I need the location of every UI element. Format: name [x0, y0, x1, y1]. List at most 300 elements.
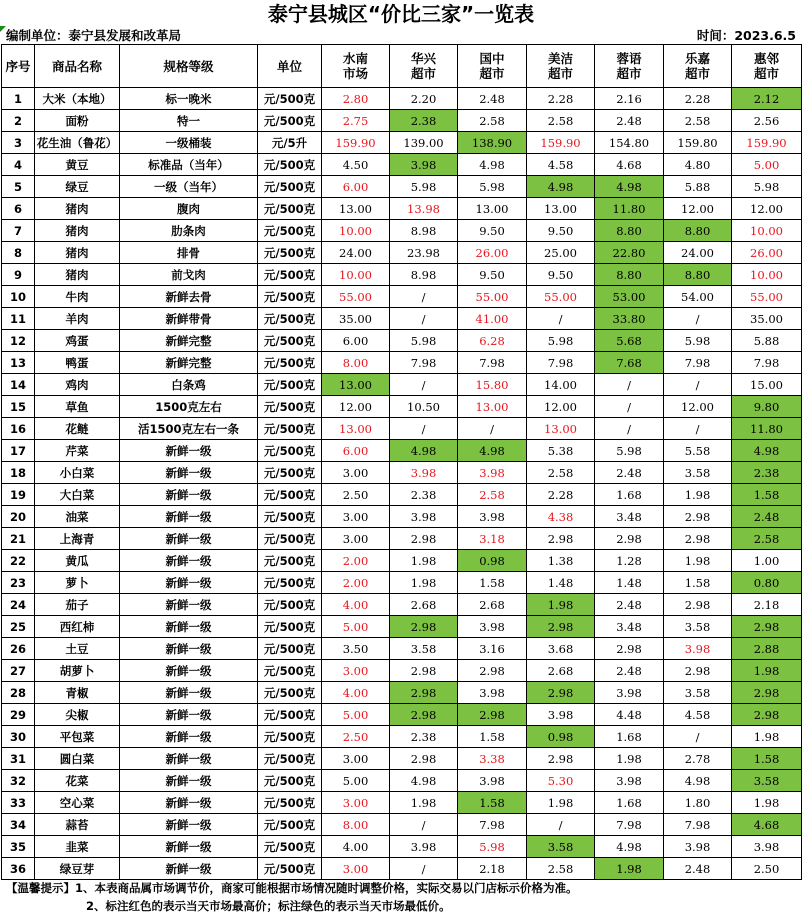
- table-row: [2, 418, 802, 440]
- unit-cell: 元/500克: [258, 748, 322, 770]
- spec-grade-cell: 新鲜完整: [120, 352, 258, 374]
- price-cell: 13.00: [458, 198, 527, 220]
- price-cell: 4.80: [664, 154, 732, 176]
- price-cell: 5.98: [664, 330, 732, 352]
- price-cell: 2.28: [527, 484, 595, 506]
- price-cell: 3.98: [390, 154, 458, 176]
- table-row: [2, 528, 802, 550]
- price-cell: 53.00: [595, 286, 664, 308]
- price-cell: 2.48: [595, 594, 664, 616]
- price-cell: /: [390, 418, 458, 440]
- price-cell: /: [390, 814, 458, 836]
- row-index-cell: 2: [2, 110, 35, 132]
- table-row: [2, 352, 802, 374]
- price-cell: 2.98: [527, 616, 595, 638]
- spec-grade-cell: 一级（当年）: [120, 176, 258, 198]
- price-cell: 2.98: [732, 682, 802, 704]
- row-index-cell: 32: [2, 770, 35, 792]
- price-cell: 2.98: [595, 638, 664, 660]
- table-row: [2, 264, 802, 286]
- commodity-name-cell: 大白菜: [35, 484, 120, 506]
- spec-grade-cell: 新鲜完整: [120, 330, 258, 352]
- commodity-name-cell: 土豆: [35, 638, 120, 660]
- spec-grade-cell: 新鲜一级: [120, 506, 258, 528]
- table-row: [2, 462, 802, 484]
- row-index-cell: 6: [2, 198, 35, 220]
- header-market-line: 美洁: [547, 51, 573, 66]
- table-row: [2, 792, 802, 814]
- price-cell: 0.80: [732, 572, 802, 594]
- price-cell: 2.48: [732, 506, 802, 528]
- unit-cell: 元/500克: [258, 704, 322, 726]
- price-cell: 13.00: [458, 396, 527, 418]
- commodity-name-cell: 上海青: [35, 528, 120, 550]
- price-cell: 24.00: [322, 242, 390, 264]
- price-cell: 4.98: [595, 176, 664, 198]
- price-cell: 2.50: [322, 726, 390, 748]
- header-index: 序号: [2, 45, 35, 88]
- commodity-name-cell: 大米（本地）: [35, 88, 120, 110]
- unit-cell: 元/500克: [258, 352, 322, 374]
- price-cell: 13.00: [527, 198, 595, 220]
- price-cell: 7.98: [458, 352, 527, 374]
- spec-grade-cell: 肋条肉: [120, 220, 258, 242]
- unit-cell: 元/500克: [258, 308, 322, 330]
- price-cell: 2.20: [390, 88, 458, 110]
- table-row: [2, 814, 802, 836]
- table-row: [2, 286, 802, 308]
- table-row: [2, 242, 802, 264]
- price-cell: 2.28: [527, 88, 595, 110]
- table-row: [2, 770, 802, 792]
- unit-cell: 元/500克: [258, 440, 322, 462]
- report-date: 时间：2023.6.5: [696, 28, 796, 43]
- commodity-name-cell: 绿豆芽: [35, 858, 120, 880]
- price-cell: 5.38: [527, 440, 595, 462]
- unit-cell: 元/500克: [258, 374, 322, 396]
- commodity-name-cell: 绿豆: [35, 176, 120, 198]
- price-cell: 2.98: [458, 660, 527, 682]
- spec-grade-cell: 一级桶装: [120, 132, 258, 154]
- price-cell: 2.75: [322, 110, 390, 132]
- price-cell: 5.00: [322, 616, 390, 638]
- commodity-name-cell: 花鲢: [35, 418, 120, 440]
- unit-cell: 元/500克: [258, 110, 322, 132]
- price-cell: 2.50: [732, 858, 802, 880]
- commodity-name-cell: 猪肉: [35, 264, 120, 286]
- table-row: [2, 220, 802, 242]
- price-cell: 3.50: [322, 638, 390, 660]
- price-cell: 2.98: [732, 616, 802, 638]
- row-index-cell: 16: [2, 418, 35, 440]
- unit-cell: 元/500克: [258, 616, 322, 638]
- row-index-cell: 4: [2, 154, 35, 176]
- price-cell: 2.98: [664, 594, 732, 616]
- commodity-name-cell: 面粉: [35, 110, 120, 132]
- row-index-cell: 3: [2, 132, 35, 154]
- price-cell: 3.98: [595, 770, 664, 792]
- header-market-line: 超市: [410, 66, 436, 81]
- price-cell: 1.98: [732, 660, 802, 682]
- commodity-name-cell: 蒜苔: [35, 814, 120, 836]
- price-cell: 3.58: [390, 638, 458, 660]
- price-cell: 2.88: [732, 638, 802, 660]
- commodity-name-cell: 猪肉: [35, 220, 120, 242]
- spec-grade-cell: 新鲜一级: [120, 594, 258, 616]
- unit-cell: 元/500克: [258, 88, 322, 110]
- price-cell: 2.98: [527, 682, 595, 704]
- row-index-cell: 14: [2, 374, 35, 396]
- price-cell: 159.90: [322, 132, 390, 154]
- price-cell: 4.98: [390, 440, 458, 462]
- price-cell: 12.00: [732, 198, 802, 220]
- spec-grade-cell: 新鲜一级: [120, 484, 258, 506]
- row-index-cell: 36: [2, 858, 35, 880]
- price-cell: 55.00: [527, 286, 595, 308]
- price-cell: 2.00: [322, 572, 390, 594]
- price-cell: /: [664, 418, 732, 440]
- unit-cell: 元/500克: [258, 682, 322, 704]
- price-cell: 13.00: [527, 418, 595, 440]
- commodity-name-cell: 花菜: [35, 770, 120, 792]
- price-cell: 1.80: [664, 792, 732, 814]
- price-cell: 1.98: [595, 748, 664, 770]
- row-index-cell: 25: [2, 616, 35, 638]
- price-cell: 4.38: [527, 506, 595, 528]
- commodity-name-cell: 猪肉: [35, 198, 120, 220]
- price-cell: 2.98: [390, 616, 458, 638]
- row-index-cell: 11: [2, 308, 35, 330]
- row-index-cell: 17: [2, 440, 35, 462]
- table-row: [2, 836, 802, 858]
- unit-cell: 元/500克: [258, 550, 322, 572]
- price-cell: 2.68: [458, 594, 527, 616]
- price-cell: 2.98: [527, 748, 595, 770]
- price-cell: 24.00: [664, 242, 732, 264]
- table-row: [2, 572, 802, 594]
- header-market-line: 市场: [342, 66, 368, 81]
- price-cell: 154.80: [595, 132, 664, 154]
- price-cell: 3.98: [390, 506, 458, 528]
- spec-grade-cell: 新鲜一级: [120, 462, 258, 484]
- price-cell: 1.00: [732, 550, 802, 572]
- price-cell: 8.98: [390, 264, 458, 286]
- price-cell: 26.00: [732, 242, 802, 264]
- price-cell: 2.78: [664, 748, 732, 770]
- header-market-line: 乐嘉: [684, 51, 710, 66]
- spec-grade-cell: 活1500克左右一条: [120, 418, 258, 440]
- price-cell: 5.98: [527, 330, 595, 352]
- table-row: [2, 704, 802, 726]
- price-cell: 1.98: [732, 792, 802, 814]
- spec-grade-cell: 新鲜一级: [120, 726, 258, 748]
- price-cell: 2.38: [390, 110, 458, 132]
- price-cell: 7.98: [595, 814, 664, 836]
- table-row: [2, 682, 802, 704]
- unit-cell: 元/500克: [258, 242, 322, 264]
- price-cell: 4.58: [664, 704, 732, 726]
- price-cell: 1.98: [390, 572, 458, 594]
- price-cell: 10.00: [732, 220, 802, 242]
- price-cell: 2.98: [390, 528, 458, 550]
- commodity-name-cell: 羊肉: [35, 308, 120, 330]
- price-cell: 2.38: [390, 726, 458, 748]
- unit-cell: 元/500克: [258, 770, 322, 792]
- row-index-cell: 20: [2, 506, 35, 528]
- unit-cell: 元/500克: [258, 264, 322, 286]
- price-cell: 5.00: [322, 704, 390, 726]
- commodity-name-cell: 小白菜: [35, 462, 120, 484]
- price-cell: 1.68: [595, 792, 664, 814]
- commodity-name-cell: 鸭蛋: [35, 352, 120, 374]
- row-index-cell: 27: [2, 660, 35, 682]
- table-row: [2, 154, 802, 176]
- spec-grade-cell: 新鲜一级: [120, 572, 258, 594]
- price-cell: 0.98: [458, 550, 527, 572]
- price-cell: 15.80: [458, 374, 527, 396]
- price-cell: 6.00: [322, 176, 390, 198]
- price-cell: /: [664, 308, 732, 330]
- price-cell: 5.98: [390, 176, 458, 198]
- price-cell: 12.00: [527, 396, 595, 418]
- unit-cell: 元/5升: [258, 132, 322, 154]
- price-cell: 2.48: [458, 88, 527, 110]
- price-cell: 11.80: [732, 418, 802, 440]
- row-index-cell: 10: [2, 286, 35, 308]
- price-cell: 3.98: [458, 770, 527, 792]
- unit-cell: 元/500克: [258, 286, 322, 308]
- price-cell: 159.80: [664, 132, 732, 154]
- header-market-huilin: [732, 45, 802, 88]
- price-cell: 3.98: [595, 682, 664, 704]
- price-cell: 3.18: [458, 528, 527, 550]
- row-index-cell: 31: [2, 748, 35, 770]
- spec-grade-cell: 标准品（当年）: [120, 154, 258, 176]
- commodity-name-cell: 黄豆: [35, 154, 120, 176]
- price-cell: 3.00: [322, 528, 390, 550]
- price-cell: 2.00: [322, 550, 390, 572]
- price-cell: 5.98: [390, 330, 458, 352]
- table-row: [2, 198, 802, 220]
- price-cell: 4.58: [527, 154, 595, 176]
- price-cell: 2.38: [732, 462, 802, 484]
- price-cell: 1.48: [527, 572, 595, 594]
- price-cell: 2.58: [527, 110, 595, 132]
- table-row: [2, 132, 802, 154]
- row-index-cell: 34: [2, 814, 35, 836]
- price-cell: 3.00: [322, 748, 390, 770]
- price-cell: 2.18: [732, 594, 802, 616]
- table-row: [2, 594, 802, 616]
- price-cell: 9.50: [458, 220, 527, 242]
- price-cell: /: [595, 396, 664, 418]
- header-market-line: 水南: [342, 51, 368, 66]
- price-cell: 3.58: [732, 770, 802, 792]
- price-cell: 4.98: [595, 836, 664, 858]
- unit-cell: 元/500克: [258, 638, 322, 660]
- unit-cell: 元/500克: [258, 836, 322, 858]
- price-cell: 7.68: [595, 352, 664, 374]
- commodity-name-cell: 圆白菜: [35, 748, 120, 770]
- price-cell: 2.58: [458, 484, 527, 506]
- price-cell: 3.00: [322, 506, 390, 528]
- price-cell: 159.90: [732, 132, 802, 154]
- price-cell: 8.00: [322, 814, 390, 836]
- commodity-name-cell: 平包菜: [35, 726, 120, 748]
- row-index-cell: 9: [2, 264, 35, 286]
- unit-cell: 元/500克: [258, 418, 322, 440]
- price-cell: 2.98: [390, 704, 458, 726]
- table-body: [2, 88, 802, 880]
- price-cell: 12.00: [322, 396, 390, 418]
- price-cell: 4.00: [322, 594, 390, 616]
- price-cell: 2.58: [732, 528, 802, 550]
- price-cell: 3.00: [322, 660, 390, 682]
- header-name: 商品名称: [35, 45, 120, 88]
- price-cell: 1.58: [458, 726, 527, 748]
- unit-cell: 元/500克: [258, 198, 322, 220]
- price-cell: /: [595, 418, 664, 440]
- price-cell: 2.98: [664, 528, 732, 550]
- price-cell: 22.80: [595, 242, 664, 264]
- spec-grade-cell: 1500克左右: [120, 396, 258, 418]
- unit-cell: 元/500克: [258, 462, 322, 484]
- table-row: [2, 308, 802, 330]
- header-market-line: 国中: [479, 51, 505, 66]
- header-market-line: 超市: [616, 66, 642, 81]
- price-cell: 14.00: [527, 374, 595, 396]
- price-cell: 55.00: [458, 286, 527, 308]
- spec-grade-cell: 腹肉: [120, 198, 258, 220]
- price-cell: 2.80: [322, 88, 390, 110]
- price-cell: 1.98: [527, 594, 595, 616]
- price-cell: 2.48: [595, 660, 664, 682]
- spec-grade-cell: 排骨: [120, 242, 258, 264]
- price-cell: 1.38: [527, 550, 595, 572]
- row-index-cell: 5: [2, 176, 35, 198]
- spec-grade-cell: 标一晚米: [120, 88, 258, 110]
- commodity-name-cell: 尖椒: [35, 704, 120, 726]
- unit-cell: 元/500克: [258, 176, 322, 198]
- price-cell: 3.58: [527, 836, 595, 858]
- price-cell: 4.98: [527, 176, 595, 198]
- price-cell: 3.98: [732, 836, 802, 858]
- spec-grade-cell: 白条鸡: [120, 374, 258, 396]
- price-cell: 2.98: [390, 682, 458, 704]
- price-cell: /: [390, 858, 458, 880]
- commodity-name-cell: 韭菜: [35, 836, 120, 858]
- spec-grade-cell: 新鲜一级: [120, 704, 258, 726]
- row-index-cell: 18: [2, 462, 35, 484]
- price-cell: 3.58: [664, 462, 732, 484]
- price-cell: 2.98: [390, 748, 458, 770]
- price-cell: 1.98: [527, 792, 595, 814]
- price-cell: 3.98: [664, 638, 732, 660]
- header-market-guozhong: [458, 45, 527, 88]
- notes: [6, 879, 796, 915]
- price-cell: 3.58: [664, 682, 732, 704]
- price-cell: 2.98: [664, 660, 732, 682]
- price-cell: 3.16: [458, 638, 527, 660]
- header-market-line: 蓉语: [616, 51, 642, 66]
- price-cell: 2.98: [595, 528, 664, 550]
- unit-cell: 元/500克: [258, 506, 322, 528]
- price-cell: 8.80: [595, 264, 664, 286]
- spec-grade-cell: 新鲜一级: [120, 528, 258, 550]
- row-index-cell: 33: [2, 792, 35, 814]
- table-row: [2, 616, 802, 638]
- price-cell: 2.58: [664, 110, 732, 132]
- price-cell: /: [595, 374, 664, 396]
- price-cell: 2.58: [527, 858, 595, 880]
- price-cell: 12.00: [664, 198, 732, 220]
- price-cell: 3.68: [527, 638, 595, 660]
- unit-cell: 元/500克: [258, 792, 322, 814]
- commodity-name-cell: 花生油（鲁花）: [35, 132, 120, 154]
- spec-grade-cell: 新鲜一级: [120, 682, 258, 704]
- spec-grade-cell: 新鲜一级: [120, 770, 258, 792]
- spec-grade-cell: 新鲜一级: [120, 660, 258, 682]
- price-cell: 4.00: [322, 836, 390, 858]
- row-index-cell: 30: [2, 726, 35, 748]
- unit-cell: 元/500克: [258, 594, 322, 616]
- table-row: [2, 660, 802, 682]
- price-cell: 1.58: [458, 572, 527, 594]
- table-header-row: [2, 45, 802, 88]
- price-cell: 4.00: [322, 682, 390, 704]
- price-cell: 1.58: [732, 484, 802, 506]
- price-cell: 10.00: [322, 264, 390, 286]
- price-cell: 2.98: [527, 528, 595, 550]
- row-index-cell: 28: [2, 682, 35, 704]
- price-cell: 1.98: [732, 726, 802, 748]
- row-index-cell: 1: [2, 88, 35, 110]
- price-cell: 3.00: [322, 792, 390, 814]
- row-index-cell: 26: [2, 638, 35, 660]
- price-cell: 159.90: [527, 132, 595, 154]
- price-cell: 25.00: [527, 242, 595, 264]
- unit-cell: 元/500克: [258, 484, 322, 506]
- price-cell: 8.80: [595, 220, 664, 242]
- price-cell: 11.80: [595, 198, 664, 220]
- price-cell: 3.98: [458, 682, 527, 704]
- commodity-name-cell: 油菜: [35, 506, 120, 528]
- price-cell: 5.98: [595, 440, 664, 462]
- price-cell: 1.58: [732, 748, 802, 770]
- price-cell: 1.58: [664, 572, 732, 594]
- price-cell: 33.80: [595, 308, 664, 330]
- spec-grade-cell: 新鲜一级: [120, 638, 258, 660]
- price-cell: 3.48: [595, 616, 664, 638]
- price-cell: 13.00: [322, 374, 390, 396]
- price-cell: 8.80: [664, 220, 732, 242]
- price-cell: 4.50: [322, 154, 390, 176]
- table-row: [2, 858, 802, 880]
- price-cell: 2.12: [732, 88, 802, 110]
- price-cell: 4.98: [458, 154, 527, 176]
- price-cell: 2.48: [595, 462, 664, 484]
- row-index-cell: 22: [2, 550, 35, 572]
- note-line-1: 【温馨提示】1、本表商品属市场调节价，商家可能根据市场情况随时调整价格，实际交易以门店标示价格为准。: [6, 881, 578, 895]
- commodity-name-cell: 鸡肉: [35, 374, 120, 396]
- price-cell: 1.98: [595, 858, 664, 880]
- price-cell: 6.28: [458, 330, 527, 352]
- price-cell: 2.18: [458, 858, 527, 880]
- price-cell: 9.50: [527, 220, 595, 242]
- price-cell: 10.00: [322, 220, 390, 242]
- page-title: 泰宁县城区“价比三家”一览表: [267, 2, 535, 26]
- price-cell: 7.98: [527, 352, 595, 374]
